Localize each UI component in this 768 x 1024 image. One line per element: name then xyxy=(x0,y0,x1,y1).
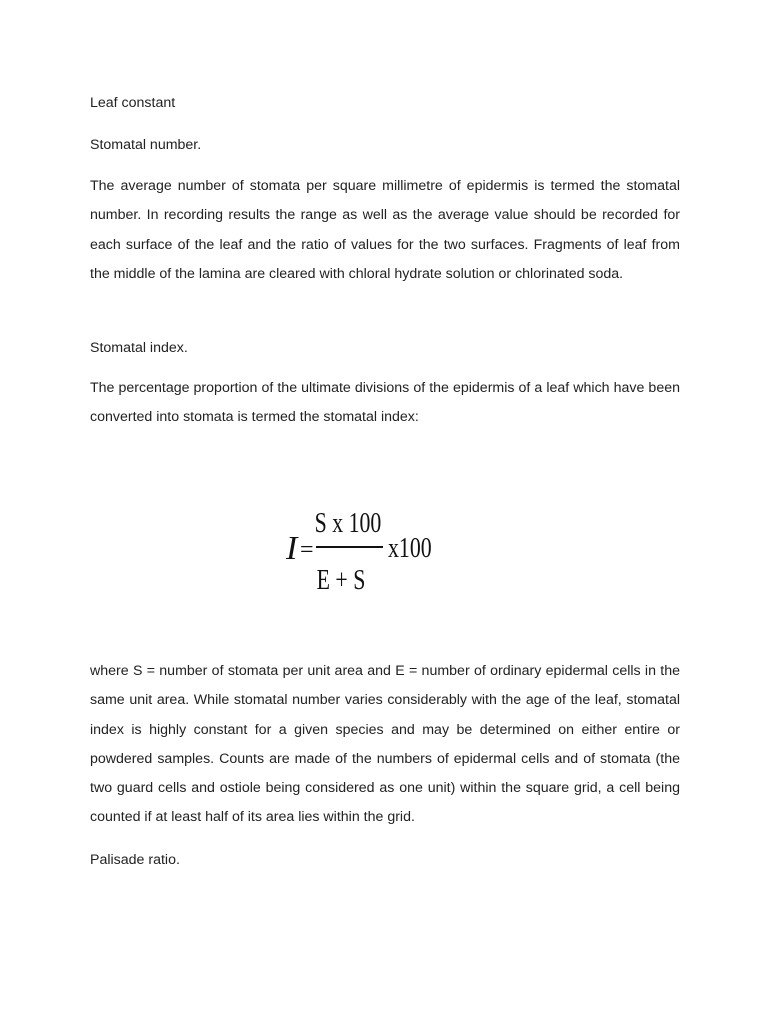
document-title: Leaf constant xyxy=(90,95,176,111)
formula-numerator: S x 100 xyxy=(314,508,382,539)
paragraph-stomatal-number: The average number of stomata per square millimetre of epidermis is termed the stomatal number. In recording results the range as well as the average value should be recorded for each surface of the leaf and the ratio of values for the two surfaces. Fragments of leaf from the middle of the lamina are cleared with chloral hydrate solution or chlorinated soda. xyxy=(90,178,680,282)
formula-lhs: I xyxy=(286,530,298,567)
paragraph-stomatal-index: The percentage proportion of the ultimate divisions of the epidermis of a leaf which have been converted into stomata is termed the stomatal index: xyxy=(90,380,680,426)
section-heading-stomatal-number: Stomatal number. xyxy=(90,137,202,153)
section-heading-stomatal-index: Stomatal index. xyxy=(90,340,188,356)
formula-equals: = xyxy=(300,537,314,563)
paragraph-explanation: where S = number of stomata per unit area and E = number of ordinary epidermal cells in the same unit area. While stomatal number varies considerably with the age of the leaf, stomatal index is highly constant for a given species and may be determined on either entire or powdered samples. Counts are made of the numbers of epidermal cells and of stomata (the two guard cells and ostiole being considered as one unit) within the square grid, a cell being counted if at least half of its area lies within the grid. xyxy=(90,663,680,826)
section-heading-palisade-ratio: Palisade ratio. xyxy=(90,852,180,868)
formula-denominator: E + S xyxy=(316,565,366,596)
stomatal-index-formula xyxy=(282,496,452,606)
formula-multiplier: x100 xyxy=(388,533,432,564)
